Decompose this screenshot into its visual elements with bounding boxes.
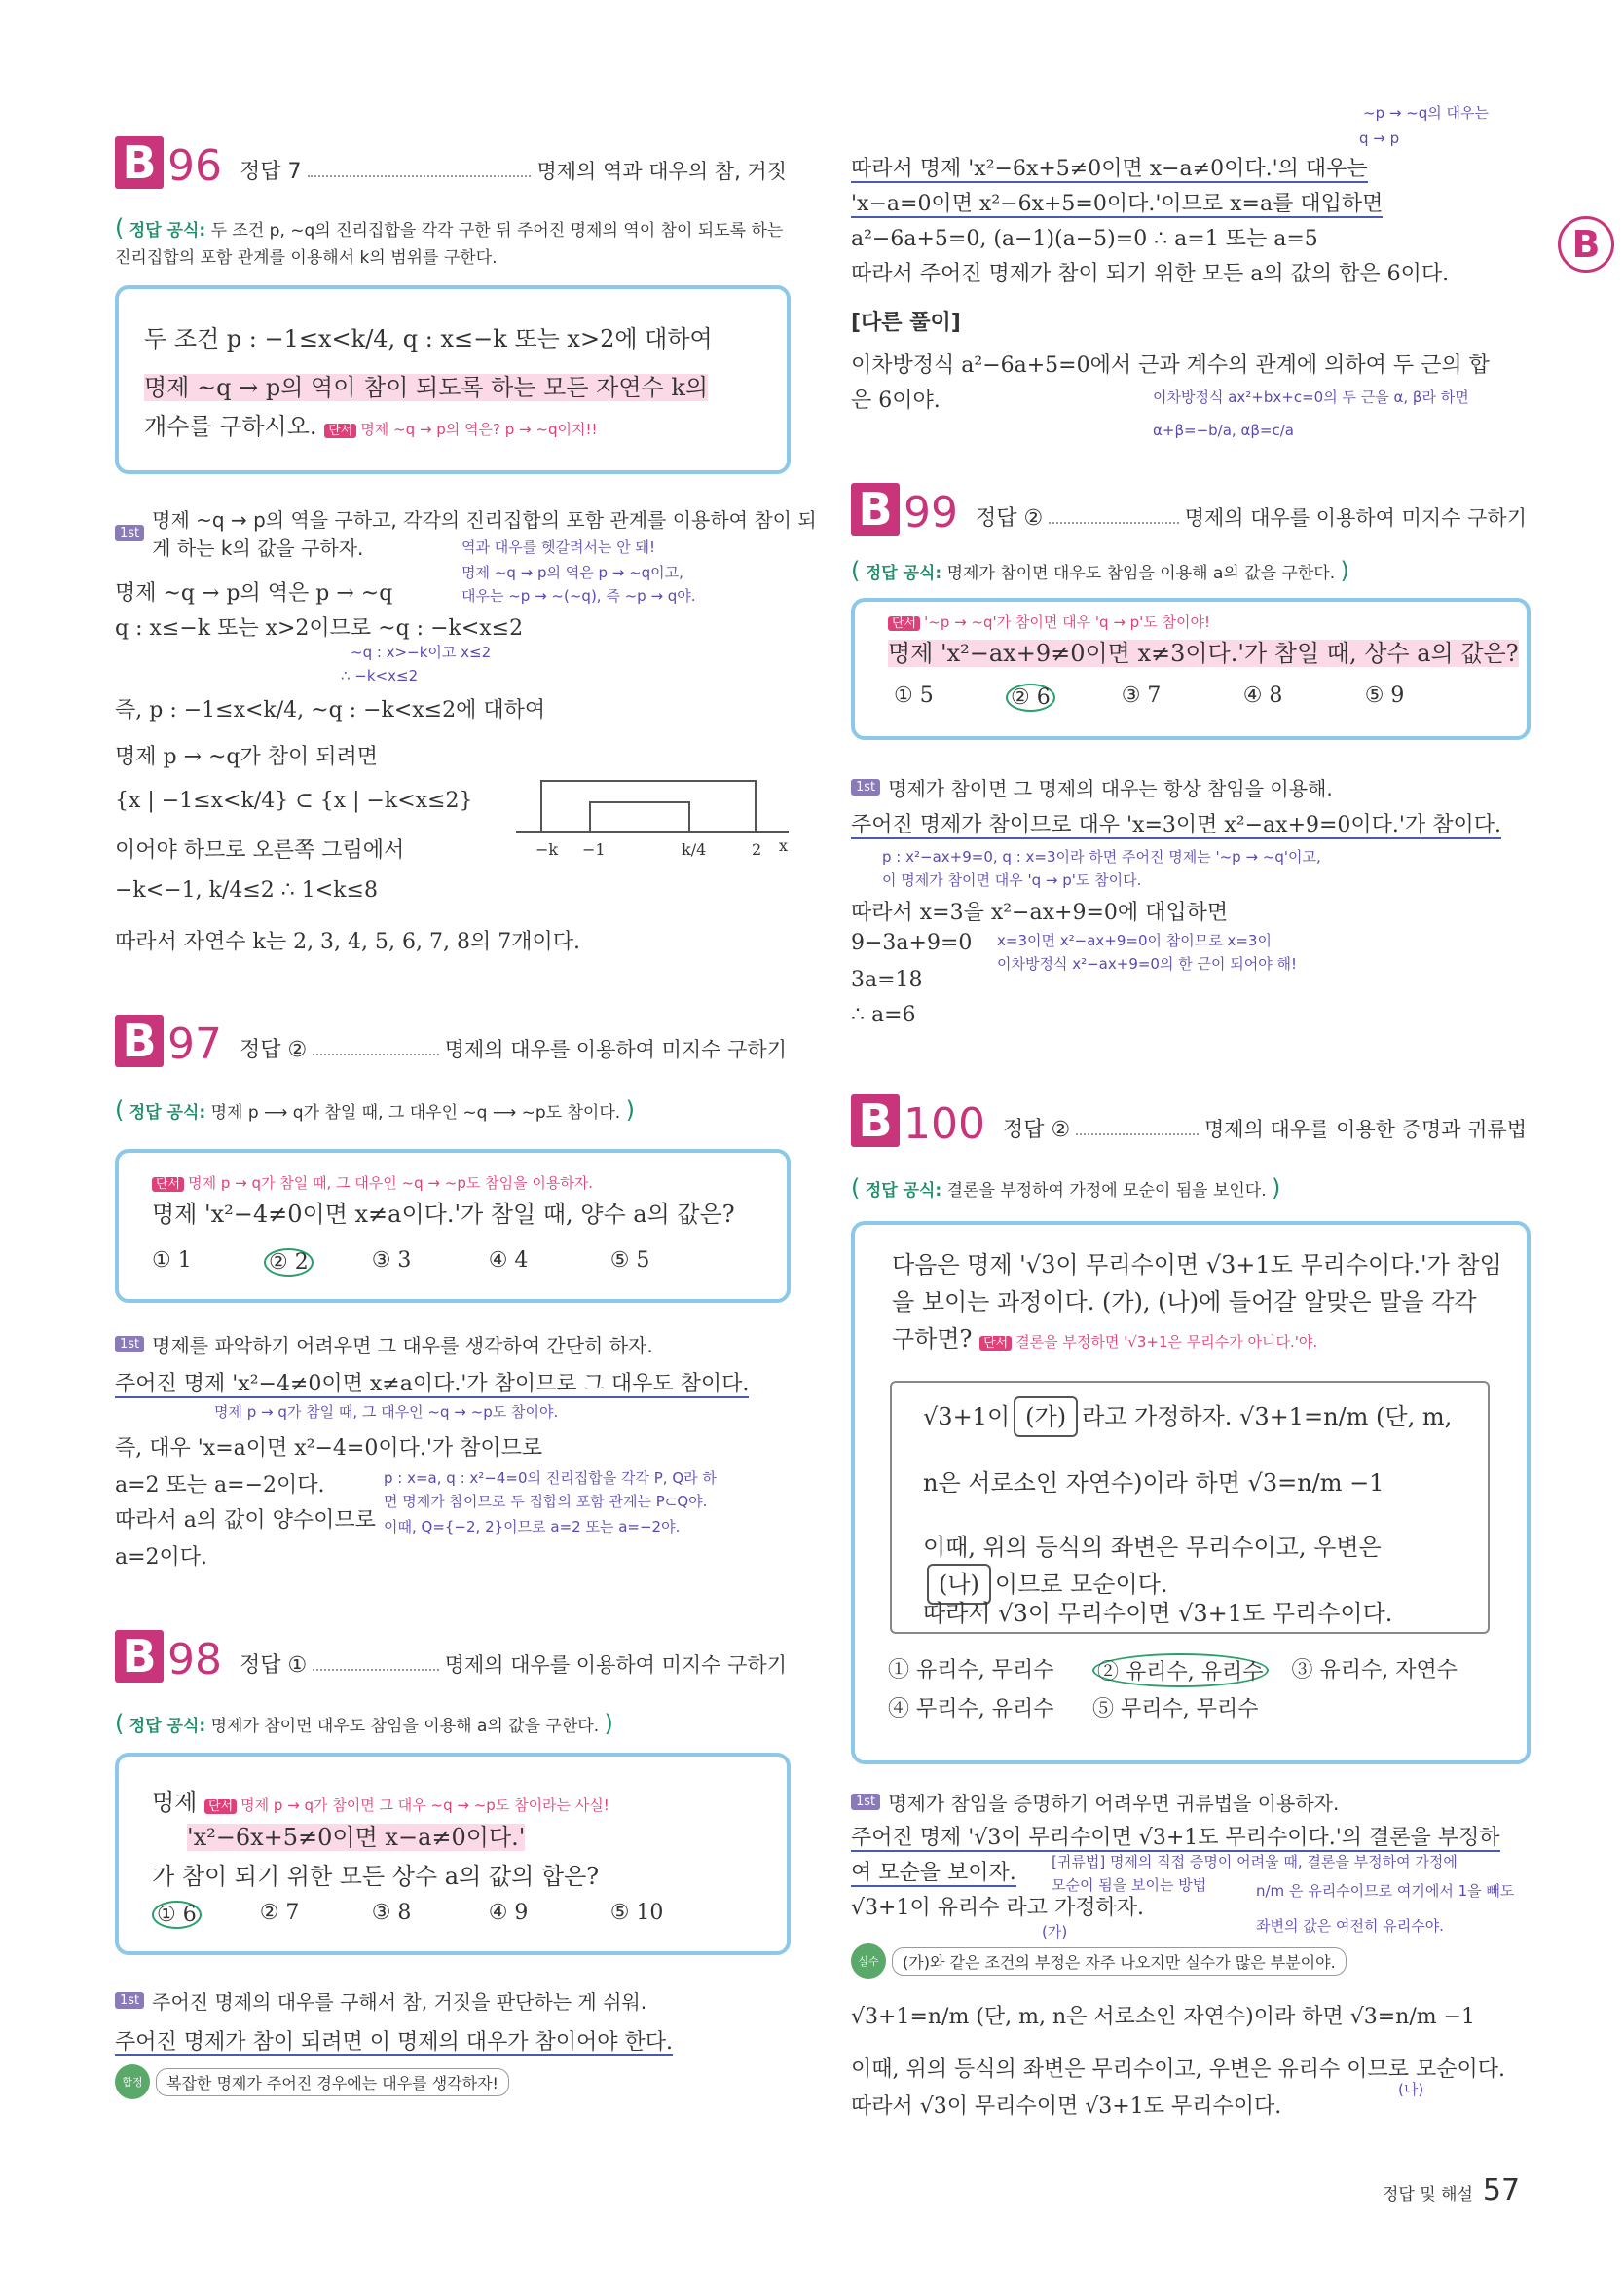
- choice-selected[interactable]: ② 2: [264, 1248, 314, 1277]
- question-line-1: [892, 1246, 1502, 1283]
- solution-line: 3a=18: [851, 968, 923, 992]
- question-line-3: [892, 1320, 1317, 1362]
- solution-text: 주어진 명제 '√3이 무리수이면 √3+1도 무리수이다.'의 결론을 부정하: [851, 1826, 1500, 1850]
- note: p : x=a, q : x²−4=0의 진리집합을 각각 P, Q라 하: [384, 1469, 717, 1487]
- answer-formula: ( 정답 공식: 두 조건 p, ~q의 진리집합을 각각 구한 뒤 주어진 명제의 역이 참이 되도록 하는 진리집합의 포함 관계를 이용해서 k의 범위를 구한다.: [115, 214, 784, 268]
- page-number: 57: [1482, 2173, 1521, 2207]
- dot-leader: [313, 1054, 438, 1055]
- solution-line: [115, 2025, 673, 2055]
- solution-line: ∴ a=6: [851, 1003, 916, 1027]
- question-highlight: 명제 'x²−ax+9≠0이면 x≠3이다.'가 참일 때, 상수 a의 값은?: [888, 640, 1519, 667]
- question-text: [888, 635, 1519, 672]
- note: 이 명제가 참이면 대우 'q → p'도 참이다.: [882, 871, 1142, 889]
- question-box: [851, 1221, 1531, 1764]
- note: 모순이 됨을 보이는 방법: [1052, 1876, 1207, 1894]
- proof-text: 이므로 모순이다.: [994, 1571, 1168, 1598]
- note: 대우는 ~p → ~(~q), 즉 ~p → q야.: [461, 587, 696, 605]
- choice[interactable]: ⑤ 5: [609, 1248, 650, 1273]
- number-line-diagram: [506, 769, 798, 886]
- step-1st: [851, 1788, 1339, 1816]
- solution-line: 이때, 위의 등식의 좌변은 무리수이고, 우변은 유리수 이므로 모순이다.: [851, 2057, 1505, 2082]
- tick-label: −1: [582, 840, 606, 859]
- solution-line: 9−3a+9=0: [851, 931, 973, 955]
- answer-label: 정답 ①: [240, 1653, 308, 1678]
- solution-line: [851, 1856, 1016, 1886]
- hint-tag: 단서: [979, 1336, 1012, 1351]
- step-tag: 1st: [851, 1794, 880, 1810]
- solution-line: 따라서 자연수 k는 2, 3, 4, 5, 6, 7, 8의 7개이다.: [115, 930, 580, 954]
- choice[interactable]: ③ 8: [371, 1901, 412, 1925]
- question-line-3: [144, 408, 597, 450]
- page-footer: [1383, 2173, 1520, 2207]
- note: x=3이면 x²−ax+9=0이 참이므로 x=3이: [997, 932, 1272, 949]
- problem-number: 96: [167, 141, 222, 191]
- solution-text: 주어진 명제 'x²−4≠0이면 x≠a이다.'가 참이므로 그 대우도 참이다.: [115, 1372, 750, 1396]
- dot-leader: [1076, 1133, 1199, 1135]
- choice[interactable]: ① 유리수, 무리수: [888, 1658, 1054, 1683]
- note: 면 명제가 참이므로 두 집합의 포함 관계는 P⊂Q야.: [384, 1493, 708, 1510]
- note: 좌변의 값은 여전히 유리수야.: [1256, 1917, 1444, 1935]
- solution-line: 따라서 x=3을 x²−ax+9=0에 대입하면: [851, 901, 1229, 925]
- step-1st: [115, 1330, 653, 1358]
- question-line-3: 가 참이 되기 위한 모든 상수 a의 값의 합은?: [152, 1863, 600, 1890]
- question-highlight: 'x²−6x+5≠0이면 x−a≠0이다.': [187, 1824, 526, 1851]
- question-text: 개수를 구하시오.: [144, 413, 317, 440]
- question-line-2: [144, 369, 708, 406]
- formula-text: 두 조건 p, ~q의 진리집합을 각각 구한 뒤 주어진 명제의 역이 참이 되도록 하는 진리집합의 포함 관계를 이용해서 k의 범위를 구한다.: [115, 221, 784, 268]
- question-text: 명제: [152, 1789, 198, 1816]
- note: ∴ −k<x≤2: [341, 667, 419, 685]
- mistake-badge: 실수: [851, 1943, 886, 1979]
- problem-topic: 명제의 역과 대우의 참, 거짓: [536, 160, 787, 183]
- choice[interactable]: ④ 9: [488, 1901, 529, 1925]
- solution-text: 주어진 명제가 참이 되려면 이 명제의 대우가 참이어야 한다.: [115, 2030, 673, 2054]
- note: α+β=−b/a, αβ=c/a: [1153, 422, 1294, 439]
- choice-selected[interactable]: ② 유리수, 유리수: [1092, 1653, 1269, 1687]
- hint-text: 명제 p → q가 참일 때, 그 대우인 ~q → ~p도 참임을 이용하자.: [188, 1174, 594, 1192]
- choice-selected[interactable]: ② 6: [1006, 684, 1055, 712]
- solution-line: a=2이다.: [115, 1545, 208, 1570]
- tip-text: 복잡한 명제가 주어진 경우에는 대우를 생각하자!: [156, 2068, 509, 2096]
- solution-text: 따라서 명제 'x²−6x+5≠0이면 x−a≠0이다.'의 대우는: [851, 157, 1368, 181]
- choice[interactable]: ② 7: [259, 1901, 300, 1925]
- problem-topic: 명제의 대우를 이용한 증명과 귀류법: [1204, 1118, 1527, 1141]
- hint: [324, 421, 597, 438]
- solution-line: 즉, 대우 'x=a이면 x²−4=0이다.'가 참이므로: [115, 1436, 543, 1461]
- formula-text: 명제 p ⟶ q가 참일 때, 그 대우인 ~q ⟶ ~p도 참이다.: [210, 1103, 621, 1123]
- proof-line-1: [923, 1396, 1452, 1437]
- problem-letter: B: [115, 1630, 164, 1683]
- set-bracket-outer: [541, 781, 756, 832]
- hint-text: '~p → ~q'가 참이면 대우 'q → p'도 참이야!: [924, 613, 1211, 631]
- note: (나): [1398, 2081, 1424, 2098]
- tick-label: −k: [535, 840, 559, 859]
- set-bracket-inner: [590, 802, 689, 832]
- note: p : x²−ax+9=0, q : x=3이라 하면 주어진 명제는 '~p → ~q'이고,: [882, 848, 1321, 866]
- answer-label: 정답 ②: [1002, 1118, 1071, 1142]
- problem-number: 100: [904, 1099, 985, 1149]
- problem-number: 99: [904, 488, 958, 537]
- hint: [888, 611, 1210, 632]
- blank-ga: (가): [1014, 1396, 1078, 1437]
- formula-label: 정답 공식:: [129, 1103, 206, 1123]
- problem-100-header: [851, 1094, 1527, 1147]
- solution-line: a=2 또는 a=−2이다.: [115, 1473, 325, 1498]
- solution-line: √3+1이 유리수 라고 가정하자.: [851, 1896, 1144, 1920]
- step-text: 명제가 참이면 그 명제의 대우는 항상 참임을 이용해.: [888, 777, 1333, 800]
- step-tag: 1st: [115, 1336, 144, 1352]
- answer-label: 정답 ②: [240, 1038, 308, 1062]
- formula-label: 정답 공식:: [865, 564, 942, 583]
- problem-96-header: [115, 136, 787, 189]
- formula-label: 정답 공식:: [129, 1717, 206, 1736]
- hint-text: 결론을 부정하면 '√3+1은 무리수가 아니다.'야.: [1015, 1333, 1318, 1351]
- step-text: 명제가 참임을 증명하기 어려우면 귀류법을 이용하자.: [888, 1792, 1340, 1815]
- hint-text: 명제 p → q가 참이면 그 대우 ~q → ~p도 참이라는 사실!: [240, 1796, 609, 1814]
- problem-number: 97: [167, 1019, 222, 1069]
- solution-line: 은 6이야.: [851, 389, 941, 413]
- section-tab: [1558, 216, 1614, 273]
- solution-line: 이차방정식 a²−6a+5=0에서 근과 계수의 관계에 의하여 두 근의 합: [851, 353, 1490, 378]
- note: n/m 은 유리수이므로 여기에서 1을 빼도: [1256, 1882, 1515, 1900]
- step-tag: 1st: [115, 1992, 144, 2009]
- choice[interactable]: ① 5: [894, 684, 934, 708]
- answer-label: 정답 7: [240, 160, 302, 184]
- solution-line: {x | −1≤x<k/4} ⊂ {x | −k<x≤2}: [115, 789, 473, 813]
- question-line-1: 두 조건 p : −1≤x<k/4, q : x≤−k 또는 x>2에 대하여: [144, 325, 713, 352]
- formula-text: 결론을 부정하여 가정에 모순이 됨을 보인다.: [946, 1181, 1267, 1201]
- formula-label: 정답 공식:: [865, 1181, 942, 1201]
- choices: [888, 1653, 1458, 1687]
- solution-line: [851, 1821, 1500, 1851]
- solution-line: [851, 152, 1368, 182]
- question-line-2: [187, 1819, 525, 1856]
- solution-line: [851, 808, 1501, 838]
- problem-99-header: [851, 483, 1527, 536]
- answer-formula: ( 정답 공식: 명제가 참이면 대우도 참임을 이용해 a의 값을 구한다. ): [115, 1710, 613, 1737]
- note: (가): [1042, 1923, 1068, 1941]
- dot-leader: [313, 1669, 438, 1671]
- step-text: 명제를 파악하기 어려우면 그 대우를 생각하여 간단히 하자.: [152, 1334, 653, 1357]
- choice-selected[interactable]: ① 6: [152, 1901, 202, 1929]
- choices: [894, 684, 1404, 712]
- proof-box: [890, 1381, 1490, 1634]
- answer-formula: ( 정답 공식: 결론을 부정하여 가정에 모순이 됨을 보인다. ): [851, 1174, 1281, 1202]
- problem-letter: B: [115, 1015, 164, 1067]
- problem-letter: B: [851, 483, 900, 536]
- choice[interactable]: ③ 7: [1121, 684, 1162, 708]
- proof-line-5: 따라서 √3이 무리수이면 √3+1도 무리수이다.: [923, 1600, 1393, 1627]
- choice[interactable]: ④ 무리수, 유리수: [888, 1697, 1054, 1721]
- problem-98-header: [115, 1630, 787, 1683]
- proof-text: 라고 가정하자. √3+1=n/m (단, m,: [1082, 1403, 1453, 1430]
- note: ~q : x>−k이고 x≤2: [351, 644, 492, 661]
- question-box: [851, 598, 1531, 740]
- hint-tag: 단서: [152, 1177, 184, 1192]
- choices: [888, 1692, 1259, 1722]
- note: 이때, Q={−2, 2}이므로 a=2 또는 a=−2야.: [384, 1518, 681, 1536]
- problem-number: 98: [167, 1635, 222, 1684]
- choice[interactable]: ① 1: [152, 1248, 192, 1273]
- alt-solution-title: [다른 풀이]: [851, 311, 961, 335]
- choices: [152, 1901, 663, 1929]
- hint-tag: 단서: [204, 1799, 237, 1814]
- proof-line-2: n은 서로소인 자연수)이라 하면 √3=n/m −1: [923, 1469, 1384, 1497]
- hint: [152, 1172, 593, 1193]
- solution-line: 이어야 하므로 오른쪽 그림에서: [115, 838, 405, 863]
- solution-line: 명제 ~q → p의 역은 p → ~q: [115, 581, 393, 606]
- step-1st: [851, 773, 1333, 801]
- tick-label: x: [779, 836, 789, 855]
- note: 명제 p → q가 참일 때, 그 대우인 ~q → ~p도 참이야.: [214, 1403, 559, 1421]
- question-text: 명제 'x²−4≠0이면 x≠a이다.'가 참일 때, 양수 a의 값은?: [152, 1201, 735, 1228]
- problem-97-header: [115, 1015, 787, 1067]
- tick-label: 2: [752, 840, 762, 859]
- problem-topic: 명제의 대우를 이용하여 미지수 구하기: [1184, 506, 1527, 530]
- tick-label: k/4: [682, 840, 707, 859]
- question-box: [115, 1753, 791, 1955]
- answer-formula: ( 정답 공식: 명제 p ⟶ q가 참일 때, 그 대우인 ~q ⟶ ~p도 참이다. ): [115, 1096, 635, 1124]
- solution-line: [115, 1367, 749, 1397]
- section-tab-label: B: [1571, 223, 1601, 266]
- choice[interactable]: ③ 3: [371, 1248, 412, 1273]
- question-box: [115, 285, 791, 474]
- step-tag: 1st: [115, 525, 144, 541]
- solution-line: [851, 187, 1383, 217]
- answer-formula: ( 정답 공식: 명제가 참이면 대우도 참임을 이용해 a의 값을 구한다. ): [851, 557, 1349, 584]
- solution-line: 즉, p : −1≤x<k/4, ~q : −k<x≤2에 대하여: [115, 698, 546, 722]
- solution-line: 따라서 a의 값이 양수이므로: [115, 1508, 376, 1533]
- formula-label: 정답 공식:: [129, 221, 206, 241]
- mistake-callout: [851, 1943, 1347, 1979]
- proof-line-3: 이때, 위의 등식의 좌변은 무리수이고, 우변은: [923, 1534, 1382, 1561]
- solution-text: 주어진 명제가 참이므로 대우 'x=3이면 x²−ax+9=0이다.'가 참이다.: [851, 813, 1501, 837]
- hint-tag: 단서: [888, 616, 920, 631]
- solution-line: a²−6a+5=0, (a−1)(a−5)=0 ∴ a=1 또는 a=5: [851, 227, 1318, 251]
- hint-tag: 단서: [324, 424, 356, 438]
- dot-leader: [1049, 522, 1178, 524]
- formula-text: 명제가 참이면 대우도 참임을 이용해 a의 값을 구한다.: [946, 564, 1336, 583]
- solution-line: 따라서 주어진 명제가 참이 되기 위한 모든 a의 값의 합은 6이다.: [851, 262, 1450, 286]
- note: 이차방정식 x²−ax+9=0의 한 근이 되어야 해!: [997, 955, 1297, 973]
- solution-line: 명제 p → ~q가 참이 되려면: [115, 745, 379, 769]
- problem-topic: 명제의 대우를 이용하여 미지수 구하기: [444, 1653, 787, 1677]
- step-1st: [115, 1986, 646, 2015]
- choice[interactable]: ④ 8: [1242, 684, 1283, 708]
- problem-letter: B: [851, 1094, 900, 1147]
- choice[interactable]: ⑤ 10: [609, 1901, 664, 1925]
- tip-badge: 합정: [115, 2064, 150, 2099]
- step-text: 주어진 명제의 대우를 구해서 참, 거짓을 판단하는 게 쉬워.: [152, 1990, 647, 2014]
- proof-text: √3+1이: [923, 1403, 1011, 1430]
- dot-leader: [308, 175, 532, 177]
- problem-topic: 명제의 대우를 이용하여 미지수 구하기: [444, 1038, 787, 1061]
- hint: [979, 1333, 1317, 1351]
- solution-line: 따라서 √3이 무리수이면 √3+1도 무리수이다.: [851, 2094, 1282, 2119]
- hint-text: 명제 ~q → p의 역은? p → ~q이지!!: [360, 421, 598, 438]
- choice[interactable]: ⑤ 9: [1364, 684, 1405, 708]
- answer-label: 정답 ②: [976, 506, 1044, 531]
- note: 명제 ~q → p의 역은 p → ~q이고,: [461, 564, 683, 581]
- question-text: 다음은 명제 '√3이 무리수이면 √3+1도 무리수이다.'가 참임: [892, 1251, 1502, 1278]
- solution-line: √3+1=n/m (단, m, n은 서로소인 자연수)이라 하면 √3=n/m −1: [851, 2005, 1476, 2029]
- solution-text: 'x−a=0이면 x²−6x+5=0이다.'이므로 x=a를 대입하면: [851, 192, 1384, 216]
- solution-text: 여 모순을 보이자.: [851, 1861, 1016, 1885]
- question-text: 구하면?: [892, 1325, 973, 1352]
- solution-line: −k<−1, k/4≤2 ∴ 1<k≤8: [115, 878, 378, 903]
- choice[interactable]: ③ 유리수, 자연수: [1291, 1658, 1458, 1683]
- choice[interactable]: ⑤ 무리수, 무리수: [1092, 1697, 1259, 1721]
- step-text: 명제 ~q → p의 역을 구하고, 각각의 진리집합의 포함 관계를 이용하여 참이 되게 하는 k의 값을 구하자.: [152, 508, 817, 560]
- formula-text: 명제가 참이면 대우도 참임을 이용해 a의 값을 구한다.: [210, 1717, 600, 1736]
- tip-callout: [115, 2064, 509, 2099]
- question-highlight: 명제 ~q → p의 역이 참이 되도록 하는 모든 자연수 k의: [144, 374, 709, 401]
- blank-na: (나): [927, 1564, 991, 1605]
- choices: [152, 1248, 649, 1277]
- hint: [204, 1796, 609, 1814]
- question-line-2: 을 보이는 과정이다. (가), (나)에 들어갈 알맞은 말을 각각: [892, 1288, 1477, 1315]
- note: 이차방정식 ax²+bx+c=0의 두 근을 α, β라 하면: [1153, 389, 1469, 406]
- problem-letter: B: [115, 136, 164, 189]
- note: q → p: [1359, 130, 1400, 147]
- solution-line: q : x≤−k 또는 x>2이므로 ~q : −k<x≤2: [115, 616, 524, 641]
- note: [귀류법] 명제의 직접 증명이 어려울 때, 결론을 부정하여 가정에: [1052, 1853, 1458, 1870]
- step-tag: 1st: [851, 779, 880, 796]
- note: ~p → ~q의 대우는: [1363, 104, 1490, 122]
- choice[interactable]: ④ 4: [488, 1248, 529, 1273]
- mistake-text: (가)와 같은 조건의 부정은 자주 나오지만 실수가 많은 부분이야.: [892, 1947, 1347, 1976]
- question-box: [115, 1149, 791, 1303]
- footer-label: 정답 및 해설: [1383, 2185, 1473, 2204]
- note: 역과 대우를 헷갈려서는 안 돼!: [461, 538, 655, 556]
